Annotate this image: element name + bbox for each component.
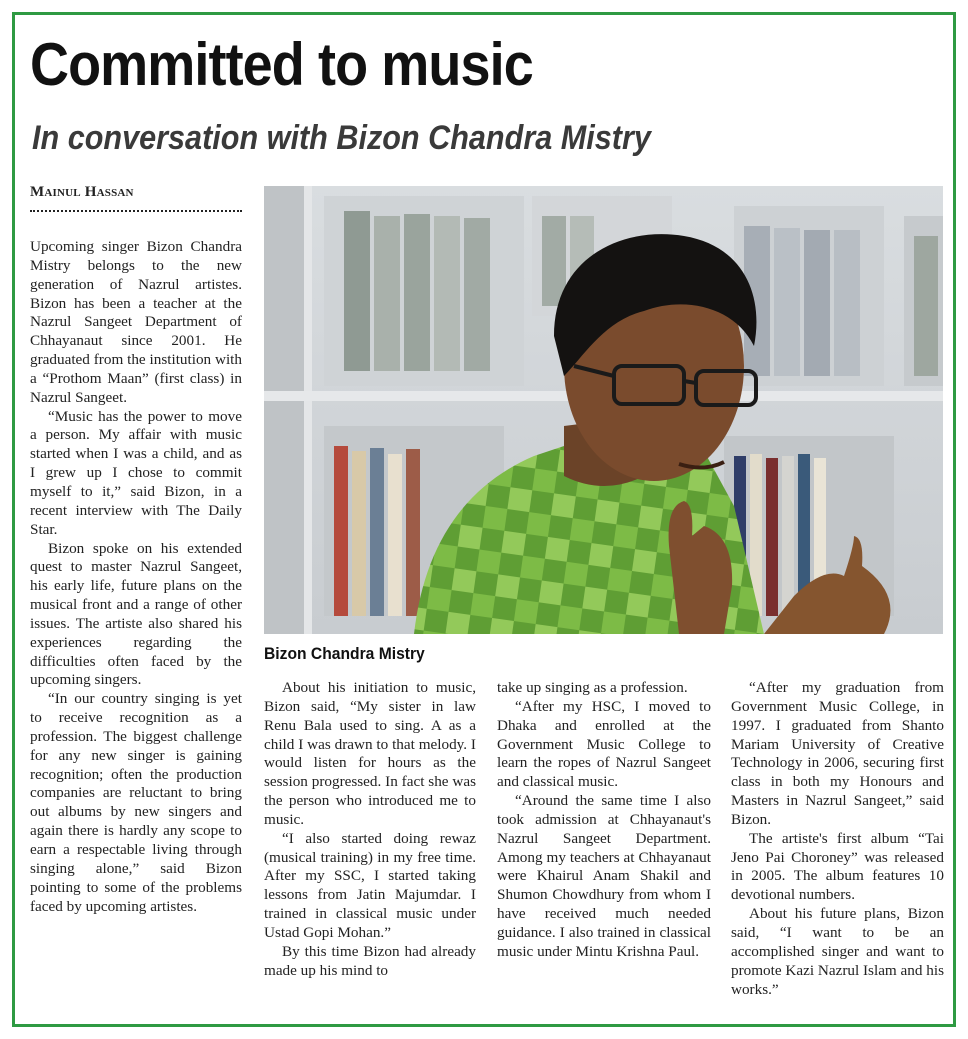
article-column-1 [30,238,242,916]
paragraph: Bizon spoke on his extended quest to master Nazrul Sangeet, his early life, future plans on the musical front and a range of other issues. The artiste also shared his experiences regarding the difficulties often faced by the upcoming singers. [30,539,242,689]
byline-divider [30,210,242,212]
subheadline: In conversation with Bizon Chandra Mistry [32,119,651,157]
paragraph: “Music has the power to move a person. My affair with music started when I was a child, and as I grew up I chose to commit myself to it,” said Bizon, in a recent interview with The Daily Star. [30,407,242,538]
paragraph: “Around the same time I also took admission at Chhayanaut's Nazrul Sangeet Department. Among my teachers at Chhayanaut were Khairul Anam Shakil and Shumon Chowdhury from whom I have received much needed guidance. I also trained in classical music under Mintu Krishna Paul. [497,792,711,960]
paragraph: Upcoming singer Bizon Chandra Mistry belongs to the new generation of Nazrul artistes. Bizon has been a teacher at the Nazrul Sangeet Department of Chhayanaut since 2001. He graduated from the institution with a “Prothom Maan” (first class) in Nazrul Sangeet. [30,238,242,406]
article-column-3 [497,679,711,962]
paragraph: About his initiation to music, Bizon said, “My sister in law Renu Bala used to sing. A as a child I was drawn to that melody. I would listen for hours as the session progressed. In fact she was the person who introduced me to music. [264,679,476,828]
article-column-2 [264,679,476,981]
article-photo [264,186,943,634]
paragraph: The artiste's first album “Tai Jeno Pai Choroney” was released in 2005. The album features 10 devotional numbers. [731,829,944,904]
paragraph: “I also started doing rewaz (musical training) in my free time. After my SSC, I started taking lessons from Jatin Majumdar. I trained in classical music under Ustad Gopi Mohan.” [264,829,476,941]
photo-caption: Bizon Chandra Mistry [264,644,425,663]
byline: Mainul Hassan [30,184,134,200]
paragraph: “After my HSC, I moved to Dhaka and enrolled at the Government Music College to learn the ropes of Nazrul Sangeet and classical music. [497,697,711,791]
paragraph: “In our country singing is yet to receive recognition as a profession. The biggest challenge for any new singer is gaining recognition; often the production companies are reluctant to bring out albums by new singers and again there is hardly any scope to earn a respectable living through singing alone,” said Bizon pointing to some of the problems faced by upcoming artistes. [30,690,242,915]
paragraph: “After my graduation from Government Music College, in 1997. I graduated from Shanto Mariam University of Creative Technology in 2006, securing first class in both my Honours and Masters in Nazrul Sangeet,” said Bizon. [731,679,944,828]
paragraph: By this time Bizon had already made up his mind to [264,942,476,979]
article-column-4 [731,679,944,999]
paragraph: About his future plans, Bizon said, “I want to be an accomplished singer and want to promote Kazi Nazrul Islam and his works.” [731,905,944,998]
headline: Committed to music [30,31,533,98]
paragraph: take up singing as a profession. [497,679,688,696]
